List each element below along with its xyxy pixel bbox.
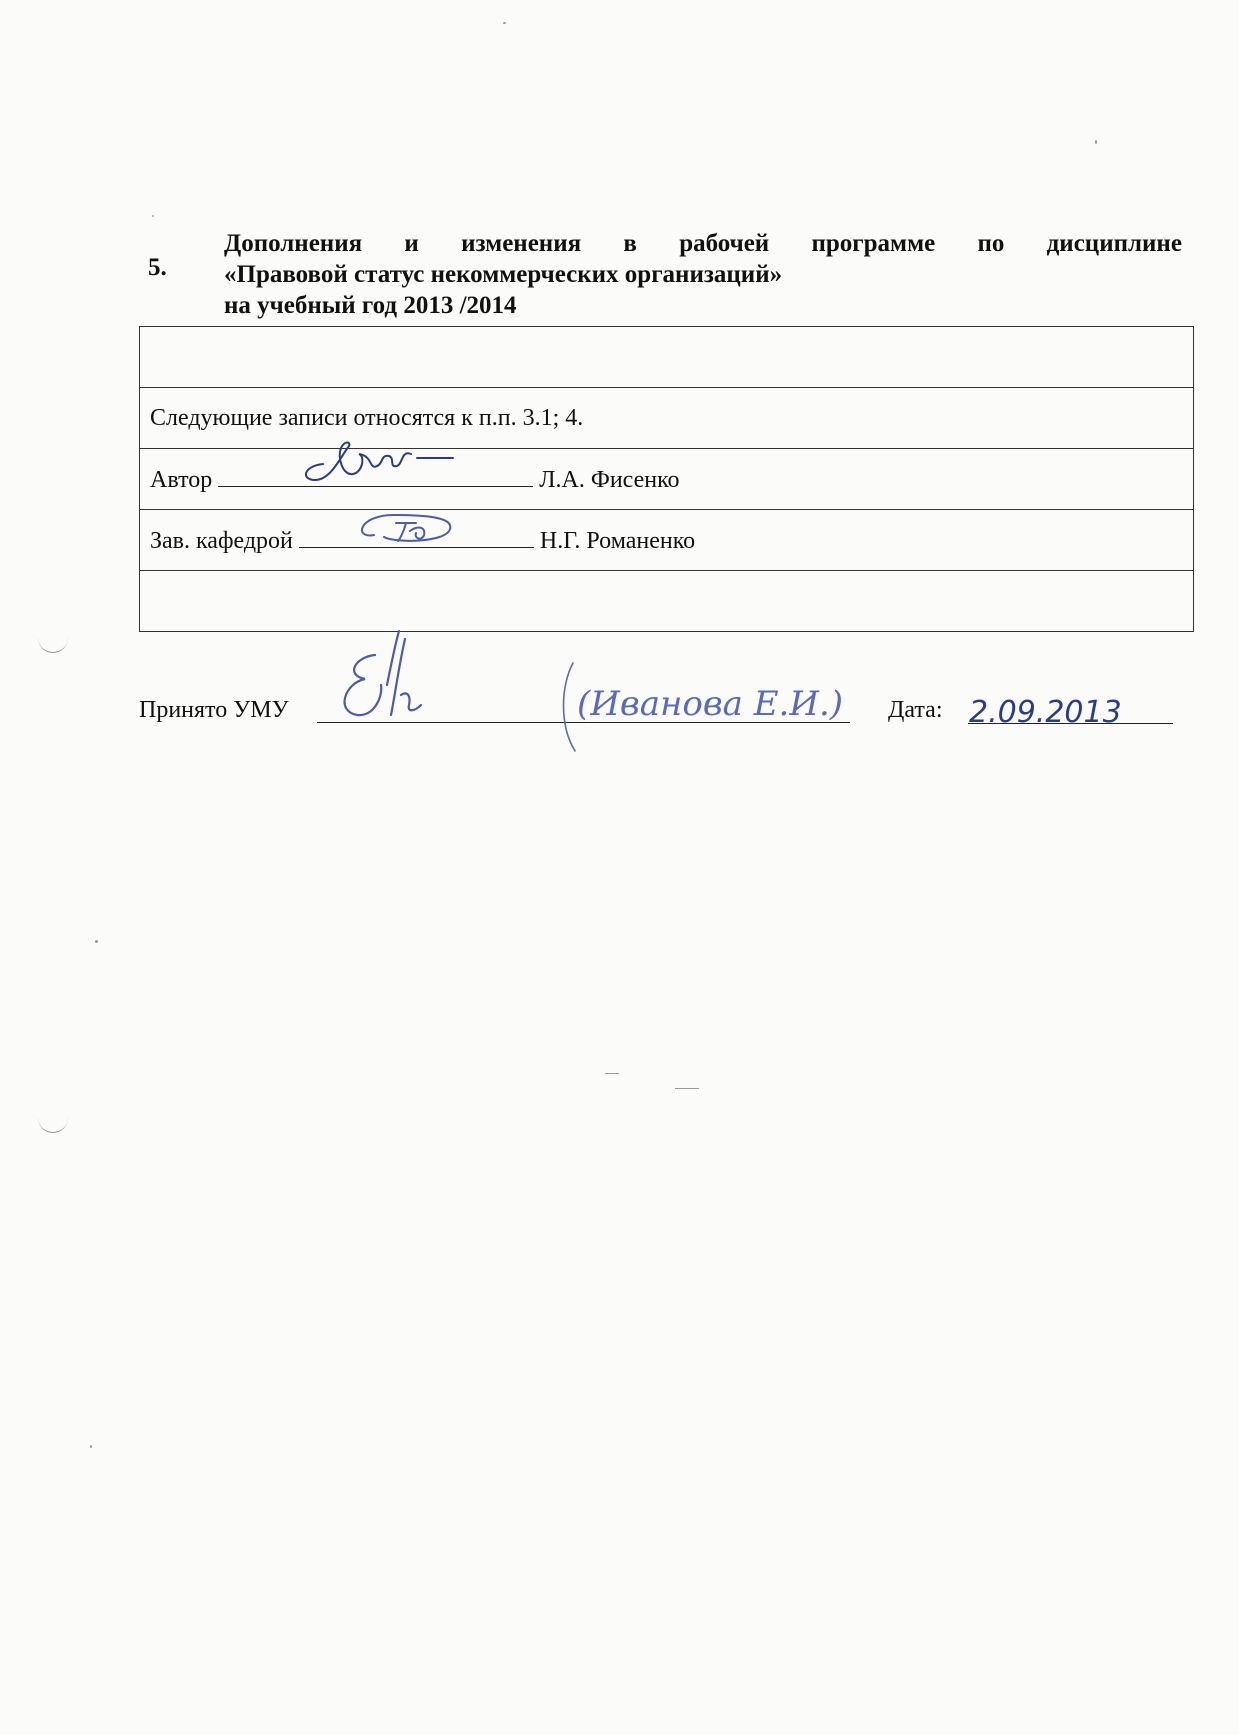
head-signature-line	[299, 525, 534, 548]
author-name: Л.А. Фисенко	[539, 467, 680, 493]
scan-speck	[1095, 140, 1097, 144]
scan-speck	[152, 215, 154, 217]
handwritten-name	[555, 655, 844, 755]
head-of-department-label: Зав. кафедрой	[150, 528, 293, 554]
punch-hole-edge	[38, 630, 68, 653]
table-row	[140, 571, 1194, 632]
empty-cell	[140, 327, 1194, 388]
head-signature	[354, 509, 464, 549]
scan-speck	[503, 22, 506, 24]
academic-year: на учебный год 2013 /2014	[224, 292, 517, 319]
table-row	[140, 449, 1194, 510]
heading-word: и	[404, 230, 419, 257]
handwritten-name-text: (Иванова Е.И.)	[577, 684, 844, 724]
handwritten-date-text: 2.09.2013	[969, 695, 1122, 730]
punch-hole-edge	[38, 1110, 68, 1133]
head-of-department-name: Н.Г. Романенко	[539, 528, 696, 554]
notes-reference-cell: Следующие записи относятся к п.п. 3.1; 4.	[140, 388, 1194, 449]
heading-word: изменения	[461, 230, 582, 257]
acceptance-signature	[335, 625, 435, 735]
accepted-by-label: Принято УМУ	[139, 697, 289, 723]
discipline-title: «Правовой статус некоммерческих организаций»	[224, 261, 783, 288]
heading-word: в	[623, 230, 637, 257]
author-signature	[293, 436, 463, 486]
scan-speck	[95, 940, 98, 943]
changes-table	[139, 326, 1194, 632]
section-heading	[224, 228, 1182, 321]
author-signature-line	[218, 464, 533, 487]
table-row	[140, 327, 1194, 388]
heading-word: дисциплине	[1046, 230, 1182, 257]
table-row	[140, 510, 1194, 571]
handwritten-date	[965, 690, 1135, 730]
date-label: Дата:	[888, 697, 943, 723]
author-label: Автор	[150, 467, 213, 493]
head-of-department-cell	[140, 510, 1194, 571]
scan-speck	[90, 1445, 92, 1448]
scan-speck	[675, 1088, 699, 1089]
heading-word: рабочей	[679, 230, 770, 257]
heading-word: программе	[811, 230, 936, 257]
author-cell	[140, 449, 1194, 510]
heading-line-1	[224, 228, 1182, 259]
section-number: 5.	[148, 254, 167, 281]
scan-speck	[605, 1073, 619, 1074]
heading-word: по	[977, 230, 1005, 257]
empty-cell	[140, 571, 1194, 632]
heading-word: Дополнения	[224, 230, 363, 257]
